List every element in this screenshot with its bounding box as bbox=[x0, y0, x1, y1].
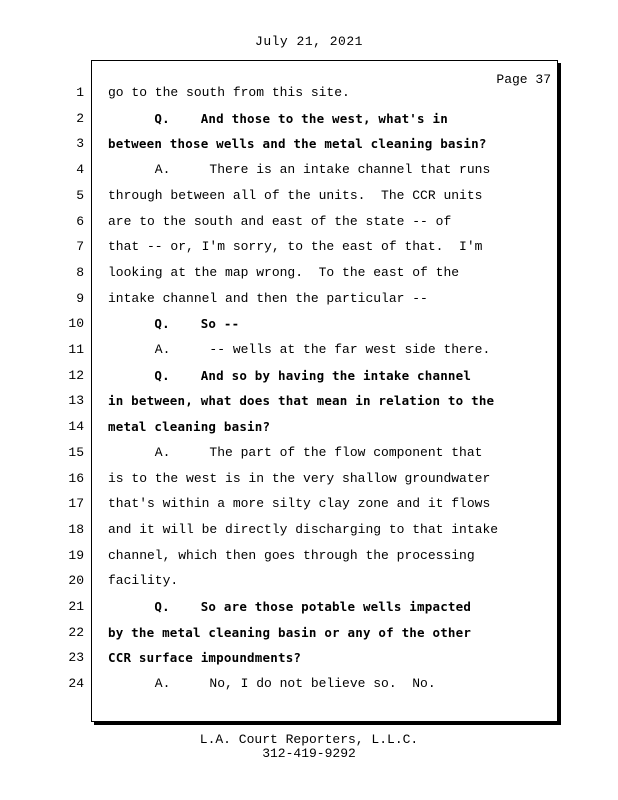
line-number: 15 bbox=[68, 444, 84, 460]
page-footer bbox=[0, 733, 618, 761]
transcript-line bbox=[68, 314, 557, 334]
line-number: 14 bbox=[68, 419, 84, 435]
line-text: metal cleaning basin? bbox=[108, 419, 271, 435]
line-text: by the metal cleaning basin or any of the other bbox=[108, 624, 472, 640]
line-text: A. The part of the flow component that bbox=[108, 444, 483, 460]
line-text: and it will be directly discharging to that intake bbox=[108, 521, 499, 537]
line-number: 5 bbox=[76, 187, 84, 203]
line-text: go to the south from this site. bbox=[108, 85, 350, 100]
line-text: A. No, I do not believe so. No. bbox=[108, 676, 436, 692]
transcript-date: July 21, 2021 bbox=[255, 34, 363, 49]
line-number: 10 bbox=[68, 316, 84, 332]
transcript-line bbox=[68, 674, 557, 694]
line-number: 19 bbox=[68, 547, 84, 563]
line-text: CCR surface impoundments? bbox=[108, 650, 302, 666]
line-number: 24 bbox=[68, 676, 84, 692]
transcript-line bbox=[68, 391, 557, 411]
line-number: 3 bbox=[76, 136, 84, 152]
transcript-line bbox=[68, 366, 557, 386]
line-number: 1 bbox=[76, 85, 84, 100]
transcript-line bbox=[76, 109, 557, 129]
line-number: 4 bbox=[76, 162, 84, 178]
line-text: that's within a more silty clay zone and it flows bbox=[108, 496, 491, 512]
line-text: in between, what does that mean in relation to the bbox=[108, 393, 495, 409]
line-text: A. -- wells at the far west side there. bbox=[108, 342, 491, 357]
transcript-line bbox=[68, 494, 557, 514]
line-text: is to the west is in the very shallow groundwater bbox=[108, 470, 491, 486]
line-number: 9 bbox=[76, 290, 84, 306]
transcript-line bbox=[68, 340, 557, 360]
line-text: facility. bbox=[108, 573, 179, 589]
line-number: 21 bbox=[68, 599, 84, 614]
transcript-line bbox=[76, 289, 557, 309]
line-number: 11 bbox=[68, 342, 84, 357]
line-number: 18 bbox=[68, 521, 84, 537]
line-number: 6 bbox=[76, 213, 84, 229]
transcript-line bbox=[68, 520, 557, 540]
transcript-page bbox=[68, 60, 558, 722]
page-number: Page 37 bbox=[496, 72, 551, 87]
transcript-line bbox=[76, 263, 557, 283]
transcript-line bbox=[68, 417, 557, 437]
line-number: 13 bbox=[68, 393, 84, 409]
transcript-line bbox=[76, 83, 557, 103]
transcript-line bbox=[76, 212, 557, 232]
transcript-line bbox=[68, 443, 557, 463]
line-text: channel, which then goes through the processing bbox=[108, 547, 475, 563]
transcript-line bbox=[76, 160, 557, 180]
line-text: Q. And so by having the intake channel bbox=[108, 367, 472, 383]
transcript-line bbox=[68, 571, 557, 591]
line-text: that -- or, I'm sorry, to the east of that. I'm bbox=[108, 239, 483, 255]
line-text: Q. So -- bbox=[108, 316, 240, 332]
transcript-line bbox=[68, 597, 557, 617]
line-text: through between all of the units. The CCR units bbox=[108, 187, 483, 203]
line-text: A. There is an intake channel that runs bbox=[108, 162, 491, 178]
reporter-phone: 312-419-9292 bbox=[262, 746, 356, 761]
transcript-line bbox=[68, 469, 557, 489]
transcript-line bbox=[68, 623, 557, 643]
line-text: are to the south and east of the state -- of bbox=[108, 213, 452, 229]
line-number: 17 bbox=[68, 496, 84, 512]
line-number: 20 bbox=[68, 573, 84, 589]
line-text: looking at the map wrong. To the east of the bbox=[108, 264, 460, 280]
line-text: Q. And those to the west, what's in bbox=[108, 110, 448, 126]
line-text: intake channel and then the particular -- bbox=[108, 290, 428, 306]
line-number: 12 bbox=[68, 367, 84, 383]
transcript-line bbox=[76, 134, 557, 154]
line-text: between those wells and the metal cleaning basin? bbox=[108, 136, 487, 152]
transcript-line bbox=[76, 237, 557, 257]
line-number: 2 bbox=[76, 110, 84, 126]
transcript-line bbox=[68, 546, 557, 566]
transcript-line bbox=[76, 186, 557, 206]
transcript-line bbox=[68, 648, 557, 668]
line-number: 23 bbox=[68, 650, 84, 666]
line-number: 7 bbox=[76, 239, 84, 255]
reporter-company: L.A. Court Reporters, L.L.C. bbox=[199, 732, 419, 747]
line-number: 8 bbox=[76, 264, 84, 280]
line-text: Q. So are those potable wells impacted bbox=[108, 599, 472, 614]
line-number: 22 bbox=[68, 624, 84, 640]
line-number: 16 bbox=[68, 470, 84, 486]
